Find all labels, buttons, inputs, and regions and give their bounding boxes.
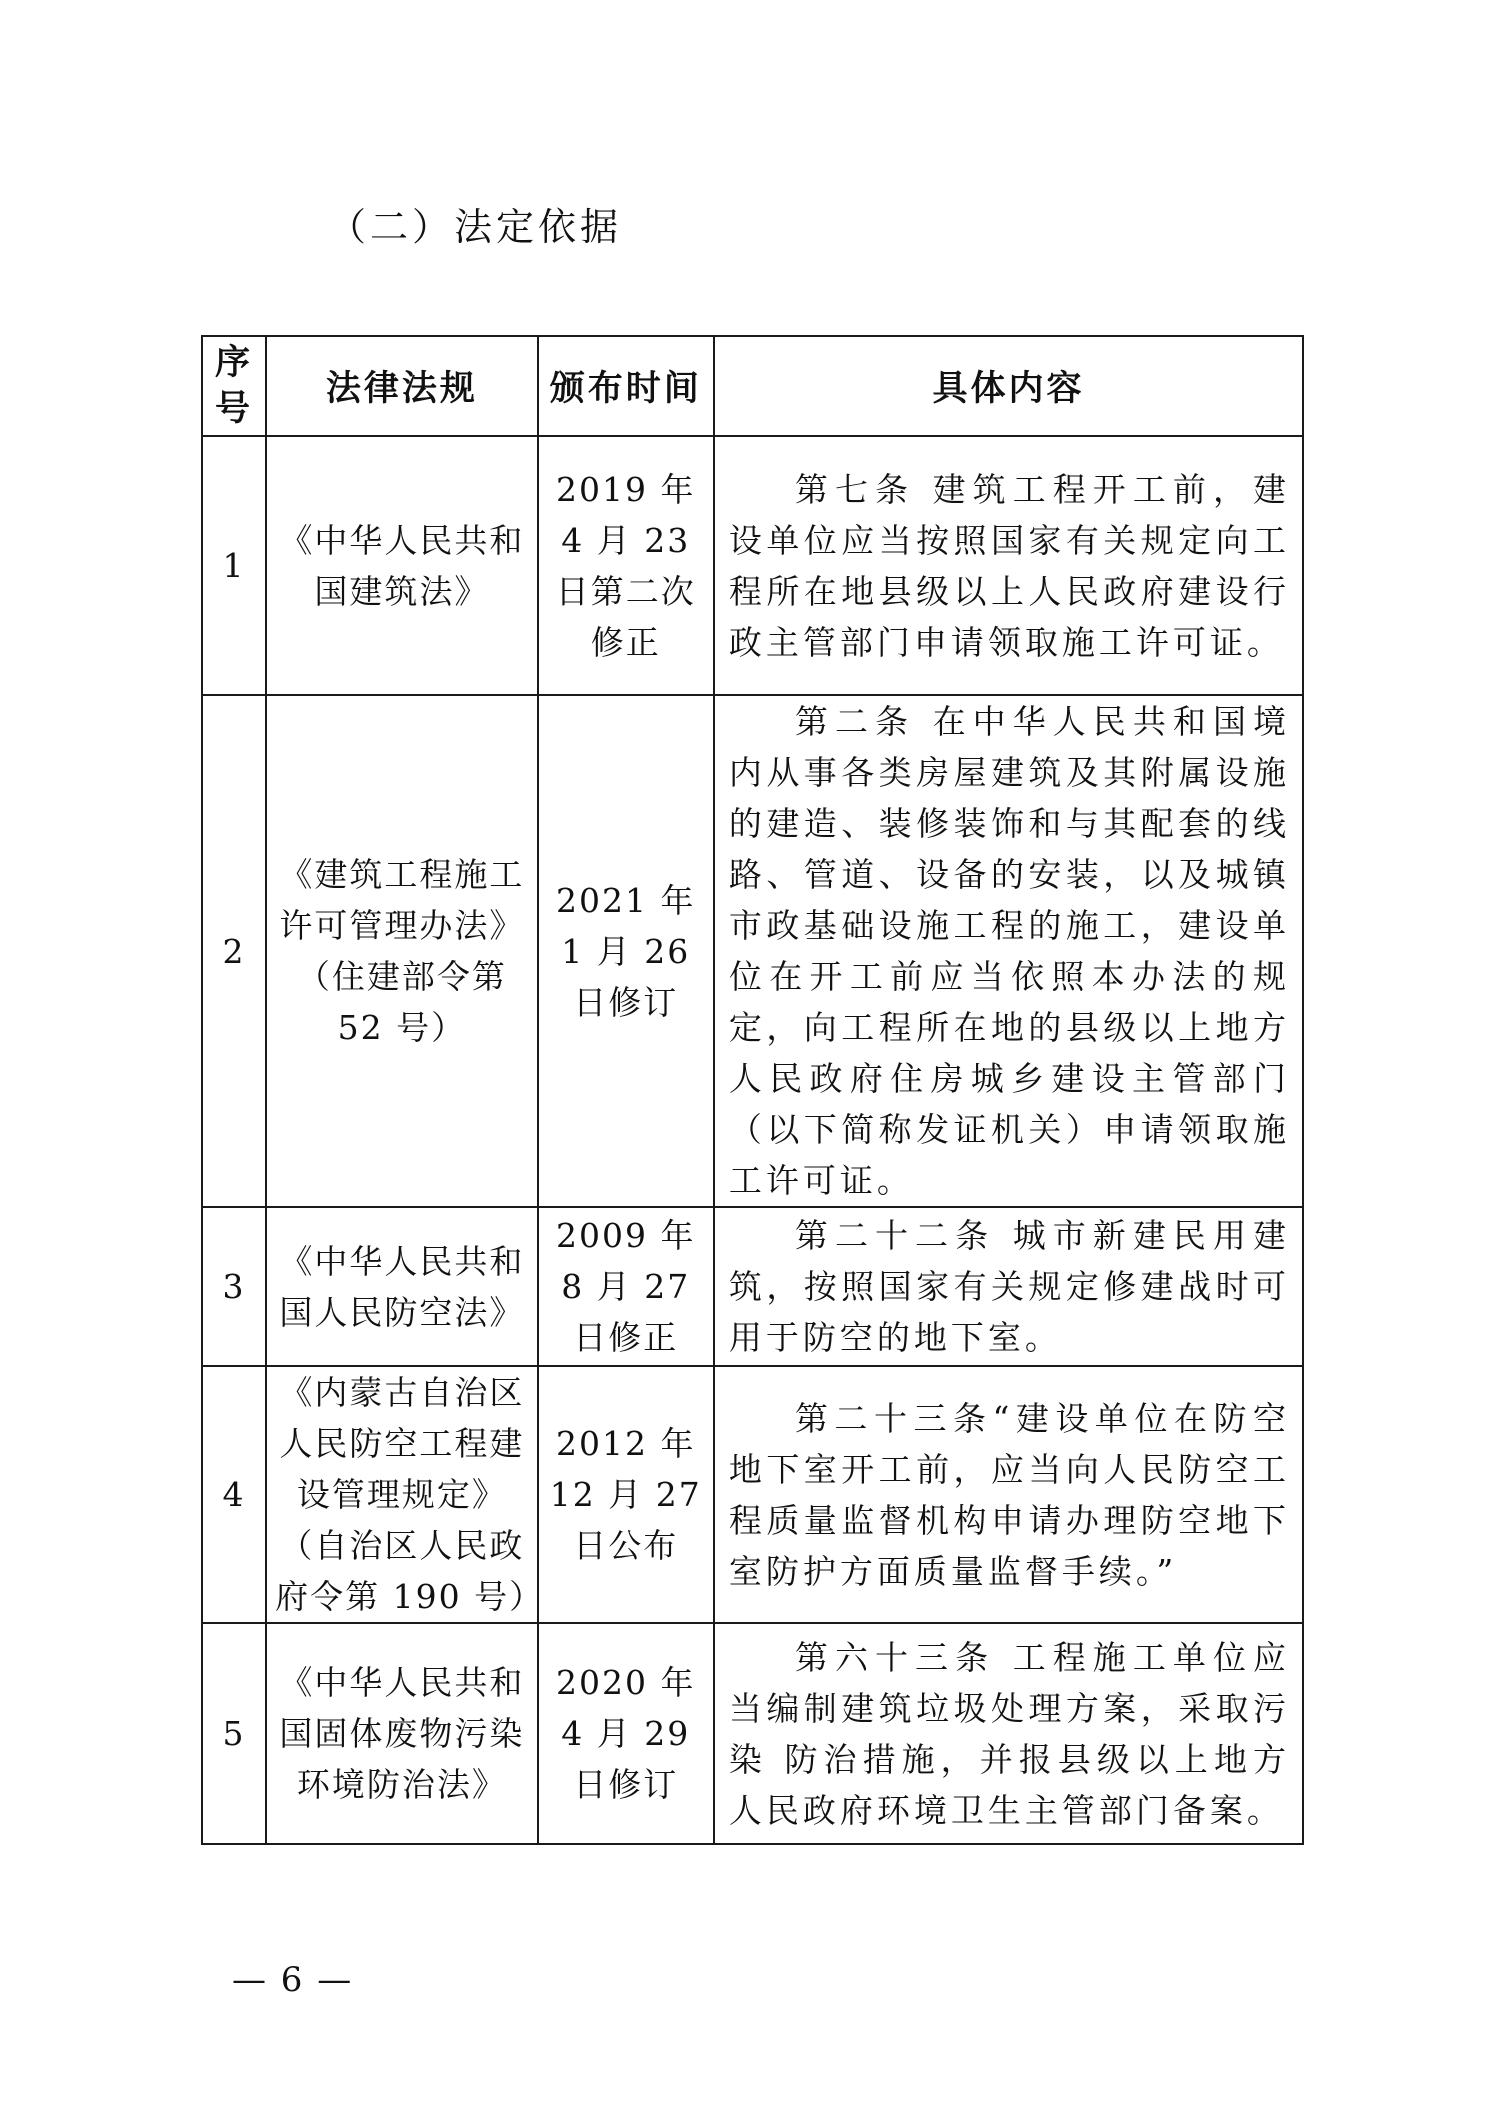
- table-row: [202, 1623, 1303, 1844]
- row-content: 第二十三条“建设单位在防空地下室开工前，应当向人民防空工程质量监督机构申请办理防空地下室防护方面质量监督手续。”: [714, 1366, 1303, 1623]
- row-content: 第二十二条 城市新建民用建筑，按照国家有关规定修建战时可用于防空的地下室。: [714, 1207, 1303, 1366]
- row-content: 第七条 建筑工程开工前，建设单位应当按照国家有关规定向工程所在地县级以上人民政府建设行政主管部门申请领取施工许可证。: [714, 436, 1303, 695]
- header-seq: 序号: [202, 336, 266, 436]
- row-seq: 3: [202, 1207, 266, 1366]
- header-content: 具体内容: [714, 336, 1303, 436]
- row-law: 《建筑工程施工许可管理办法》（住建部令第 52 号）: [266, 695, 537, 1207]
- row-date: 2012 年 12 月 27 日公布: [538, 1366, 714, 1623]
- section-title: （二）法定依据: [328, 205, 623, 249]
- page-number: — 6 —: [232, 1960, 354, 2000]
- row-seq: 1: [202, 436, 266, 695]
- row-law: 《中华人民共和国固体废物污染环境防治法》: [266, 1623, 537, 1844]
- row-law: 《内蒙古自治区人民防空工程建设管理规定》（自治区人民政府令第 190 号）: [266, 1366, 537, 1623]
- row-seq: 5: [202, 1623, 266, 1844]
- row-content: 第二条 在中华人民共和国境内从事各类房屋建筑及其附属设施的建造、装修装饰和与其配套的线路、管道、设备的安装，以及城镇市政基础设施工程的施工，建设单位在开工前应当依照本办法的规定，向工程所在地的县级以上地方人民政府住房城乡建设主管部门（以下简称发证机关）申请领取施工许可证。: [714, 695, 1303, 1207]
- header-law: 法律法规: [266, 336, 537, 436]
- row-seq: 2: [202, 695, 266, 1207]
- table-row: [202, 695, 1303, 1207]
- legal-basis-table: [201, 335, 1304, 1845]
- row-date: 2009 年 8 月 27 日修正: [538, 1207, 714, 1366]
- header-date: 颁布时间: [538, 336, 714, 436]
- row-date: 2021 年 1 月 26 日修订: [538, 695, 714, 1207]
- row-date: 2020 年 4 月 29 日修订: [538, 1623, 714, 1844]
- row-date: 2019 年 4 月 23 日第二次修正: [538, 436, 714, 695]
- table-row: [202, 436, 1303, 695]
- table-header-row: [202, 336, 1303, 436]
- row-law: 《中华人民共和国建筑法》: [266, 436, 537, 695]
- table-row: [202, 1366, 1303, 1623]
- row-seq: 4: [202, 1366, 266, 1623]
- row-law: 《中华人民共和国人民防空法》: [266, 1207, 537, 1366]
- row-content: 第六十三条 工程施工单位应当编制建筑垃圾处理方案，采取污染 防治措施，并报县级以上地方人民政府环境卫生主管部门备案。: [714, 1623, 1303, 1844]
- table-row: [202, 1207, 1303, 1366]
